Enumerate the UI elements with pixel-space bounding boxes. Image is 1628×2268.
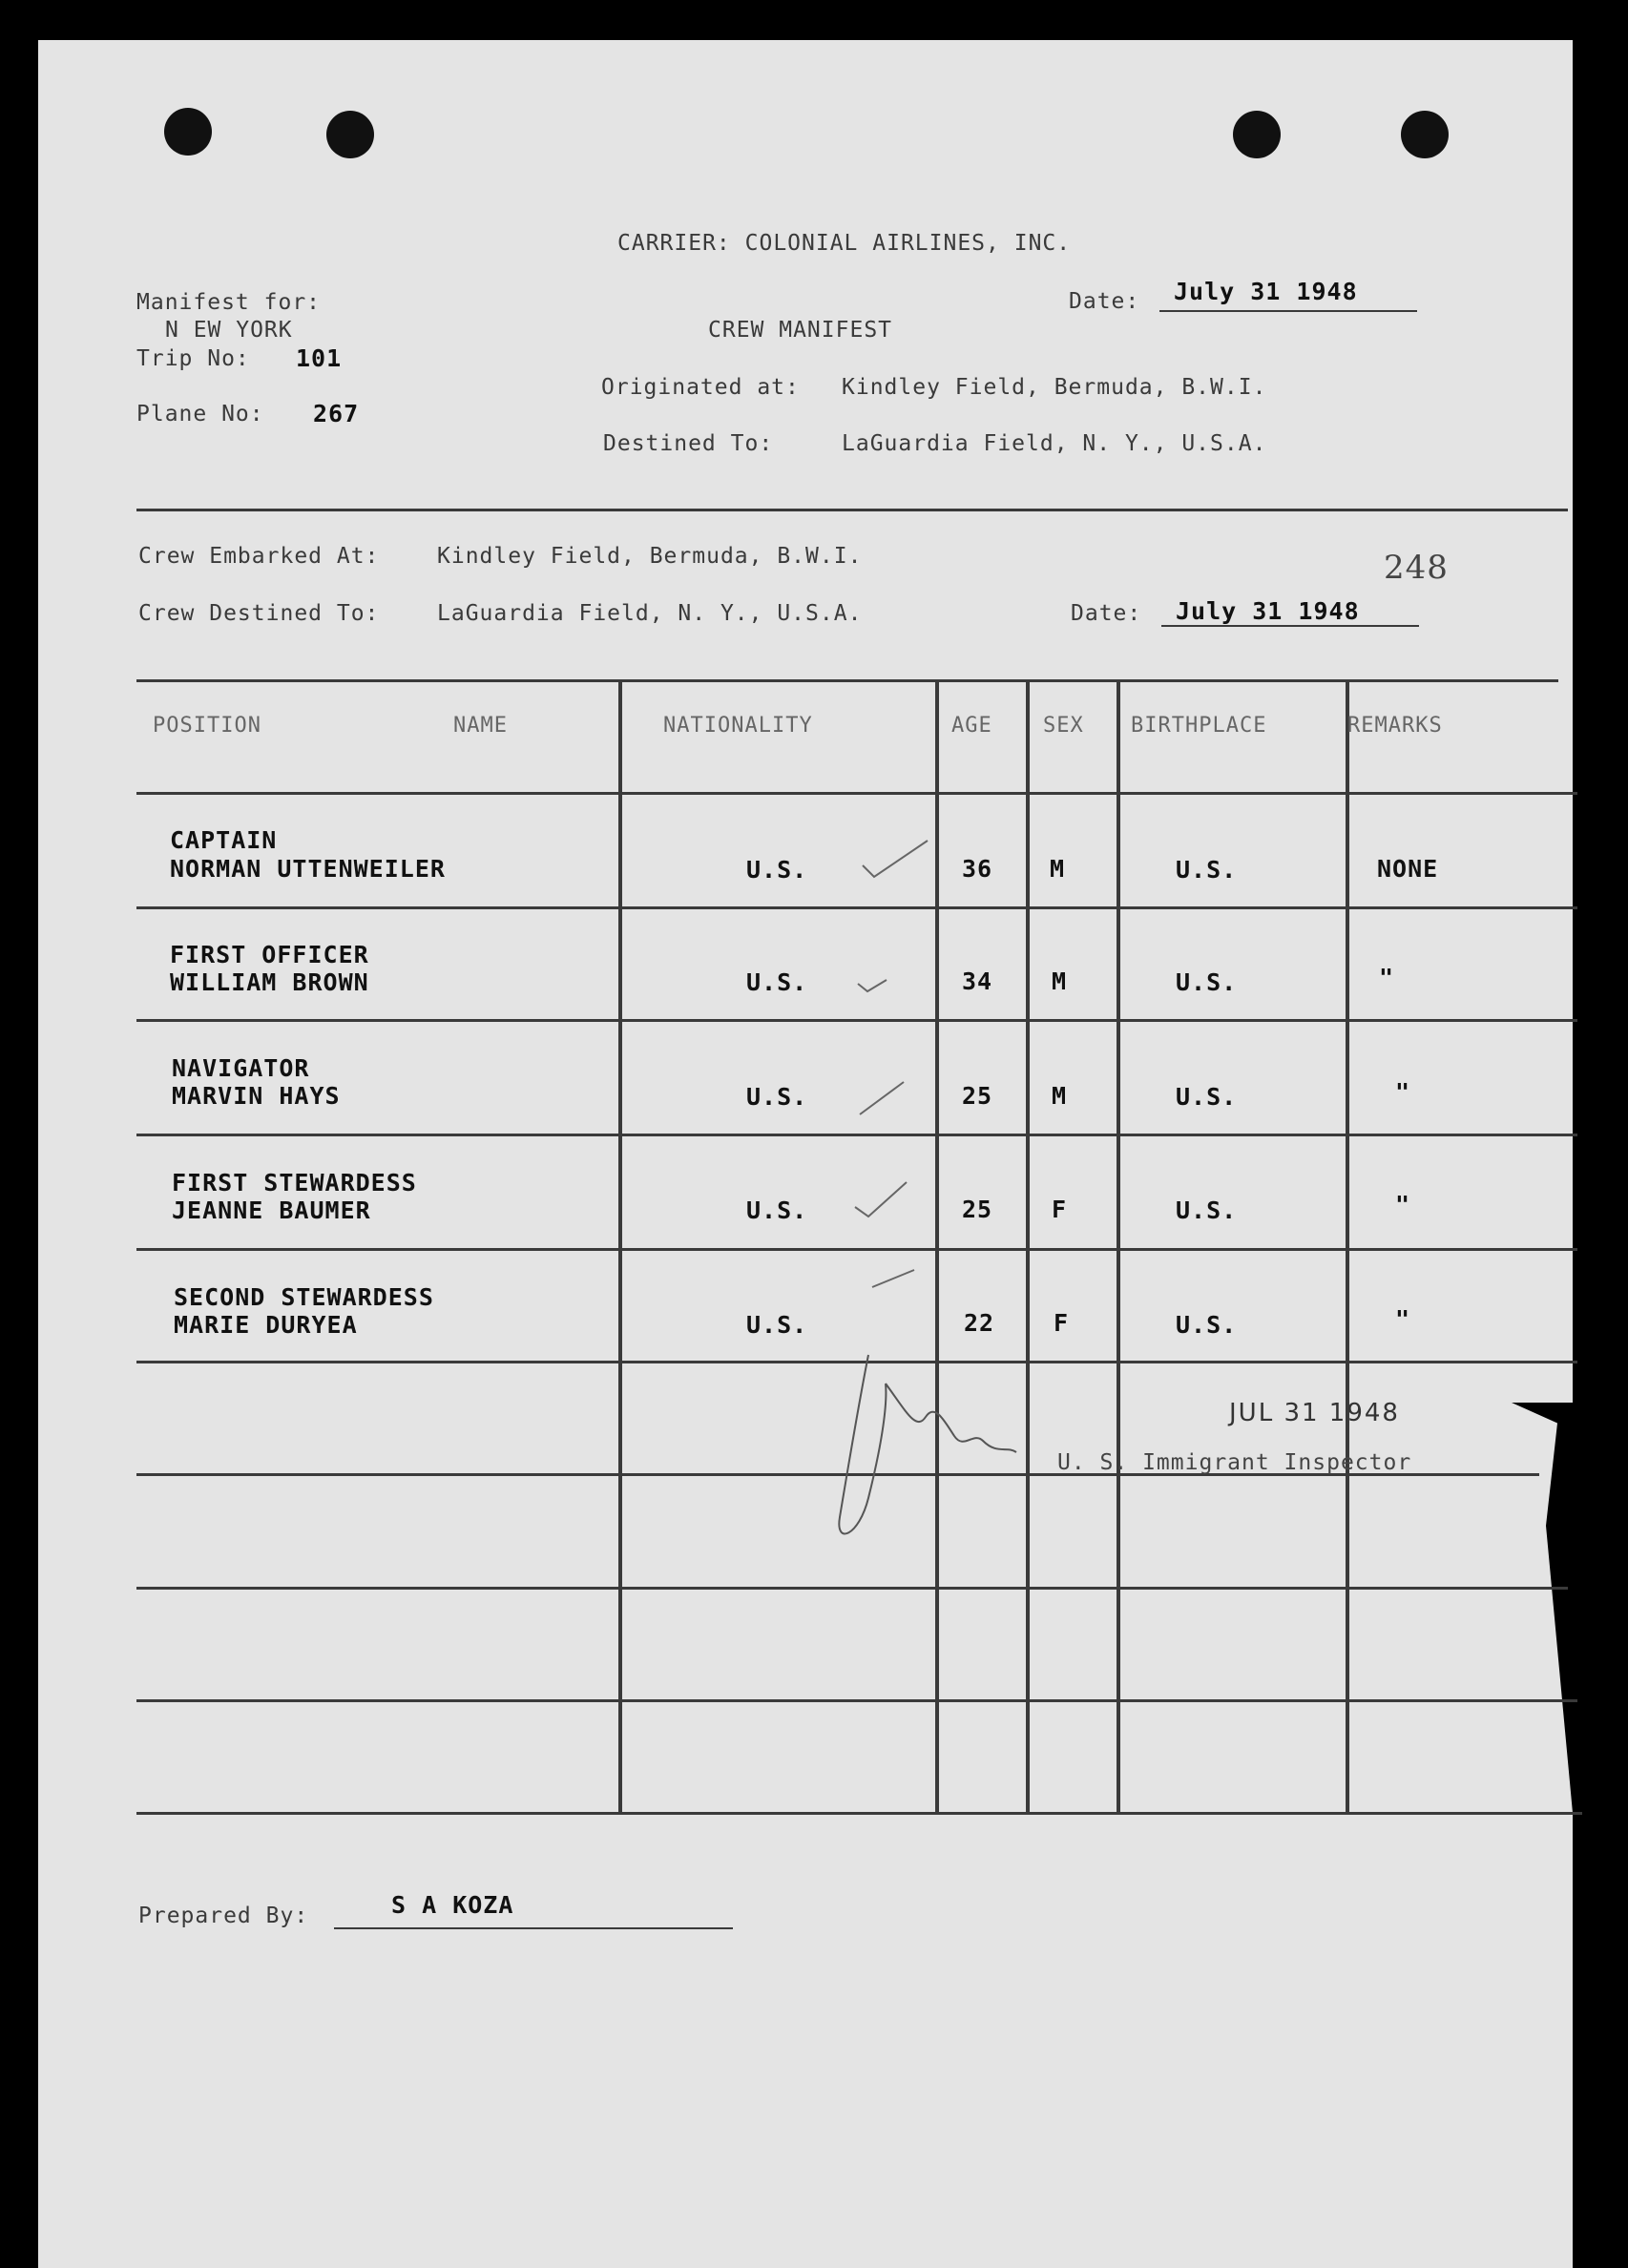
crew-remarks: " xyxy=(1395,1191,1411,1218)
crew-nationality: U.S. xyxy=(746,1196,808,1224)
check-mark-icon xyxy=(866,1264,943,1293)
crew-sex: F xyxy=(1052,1196,1068,1223)
trip-value: 101 xyxy=(296,344,343,372)
crew-position: FIRST STEWARDESS xyxy=(172,1169,417,1196)
punch-hole xyxy=(164,108,212,156)
crew-birthplace: U.S. xyxy=(1176,856,1238,884)
crew-remarks: " xyxy=(1395,1078,1411,1106)
crew-date-value: July 31 1948 xyxy=(1176,597,1360,625)
row-divider xyxy=(136,906,1577,909)
crew-age: 36 xyxy=(962,855,993,883)
crew-sex: M xyxy=(1052,968,1068,995)
check-mark-icon xyxy=(859,835,935,883)
column-divider xyxy=(618,679,622,1815)
crew-position: NAVIGATOR xyxy=(172,1054,310,1082)
crew-remarks: NONE xyxy=(1377,855,1439,883)
crew-position: CAPTAIN xyxy=(170,826,278,854)
originated-label: Originated at: xyxy=(601,375,800,400)
column-divider xyxy=(1346,679,1349,1815)
row-divider xyxy=(136,1699,1577,1702)
crew-position: SECOND STEWARDESS xyxy=(174,1283,434,1311)
crew-nationality: U.S. xyxy=(746,1311,808,1339)
date-value: July 31 1948 xyxy=(1174,278,1358,305)
crew-name: MARVIN HAYS xyxy=(172,1082,341,1110)
manifest-for-label: Manifest for: xyxy=(136,290,322,315)
column-divider xyxy=(1117,679,1120,1815)
header-divider xyxy=(136,509,1568,511)
manifest-for-value: N EW YORK xyxy=(165,318,293,343)
crew-embarked-label: Crew Embarked At: xyxy=(138,544,380,569)
originated-value: Kindley Field, Bermuda, B.W.I. xyxy=(842,375,1267,400)
crew-remarks: " xyxy=(1395,1305,1411,1333)
crew-name: WILLIAM BROWN xyxy=(170,968,369,996)
prepared-by-value: S A KOZA xyxy=(391,1891,514,1919)
column-header-remarks: REMARKS xyxy=(1347,714,1443,738)
table-header-border xyxy=(136,792,1577,795)
row-divider xyxy=(136,1587,1568,1590)
crew-sex: F xyxy=(1054,1309,1070,1337)
column-header-position: POSITION xyxy=(153,714,261,738)
crew-birthplace: U.S. xyxy=(1176,1311,1238,1339)
crew-age: 25 xyxy=(962,1082,993,1110)
column-header-nationality: NATIONALITY xyxy=(663,714,813,738)
crew-position: FIRST OFFICER xyxy=(170,941,369,968)
crew-name: NORMAN UTTENWEILER xyxy=(170,855,446,883)
crew-nationality: U.S. xyxy=(746,1083,808,1111)
column-header-age: AGE xyxy=(951,714,992,738)
prepared-by-underline xyxy=(334,1927,733,1929)
crew-sex: M xyxy=(1052,1082,1068,1110)
crew-age: 25 xyxy=(962,1196,993,1223)
check-mark-icon xyxy=(854,959,930,997)
crew-nationality: U.S. xyxy=(746,856,808,884)
row-divider xyxy=(136,1134,1577,1136)
column-header-name: NAME xyxy=(453,714,508,738)
document-title: CREW MANIFEST xyxy=(708,318,893,343)
page-number: 248 xyxy=(1384,549,1449,587)
column-divider xyxy=(1026,679,1030,1815)
destined-label: Destined To: xyxy=(603,431,774,456)
punch-hole xyxy=(1401,111,1449,158)
crew-date-underline xyxy=(1161,625,1419,627)
column-header-birthplace: BIRTHPLACE xyxy=(1131,714,1267,738)
row-divider xyxy=(136,1019,1577,1022)
inspection-date-stamp: JUL 31 1948 xyxy=(1229,1399,1400,1427)
crew-nationality: U.S. xyxy=(746,968,808,996)
inspector-signature xyxy=(830,1345,1088,1555)
crew-name: JEANNE BAUMER xyxy=(172,1196,371,1224)
crew-name: MARIE DURYEA xyxy=(174,1311,358,1339)
inspector-title: U. S. Immigrant Inspector xyxy=(1057,1450,1412,1475)
carrier: CARRIER: COLONIAL AIRLINES, INC. xyxy=(617,231,1072,256)
crew-age: 34 xyxy=(962,968,993,995)
column-header-sex: SEX xyxy=(1043,714,1084,738)
crew-date-label: Date: xyxy=(1071,601,1142,626)
date-underline xyxy=(1159,310,1417,312)
crew-birthplace: U.S. xyxy=(1176,968,1238,996)
crew-destined-value: LaGuardia Field, N. Y., U.S.A. xyxy=(437,601,863,626)
punch-hole xyxy=(1233,111,1281,158)
plane-label: Plane No: xyxy=(136,402,264,427)
crew-sex: M xyxy=(1050,855,1066,883)
crew-embarked-value: Kindley Field, Bermuda, B.W.I. xyxy=(437,544,863,569)
trip-label: Trip No: xyxy=(136,346,250,371)
crew-birthplace: U.S. xyxy=(1176,1196,1238,1224)
row-divider xyxy=(136,1248,1577,1251)
plane-value: 267 xyxy=(313,400,360,427)
punch-hole xyxy=(326,111,374,158)
crew-destined-label: Crew Destined To: xyxy=(138,601,380,626)
prepared-by-label: Prepared By: xyxy=(138,1904,309,1928)
crew-age: 22 xyxy=(964,1309,995,1337)
check-mark-icon xyxy=(851,1178,928,1226)
manifest-page xyxy=(38,40,1573,2268)
crew-remarks: " xyxy=(1379,964,1395,991)
destined-value: LaGuardia Field, N. Y., U.S.A. xyxy=(842,431,1267,456)
crew-birthplace: U.S. xyxy=(1176,1083,1238,1111)
check-mark-icon xyxy=(854,1076,930,1124)
column-divider xyxy=(935,679,939,1815)
date-label: Date: xyxy=(1069,289,1140,314)
table-bottom-border xyxy=(136,1812,1582,1815)
